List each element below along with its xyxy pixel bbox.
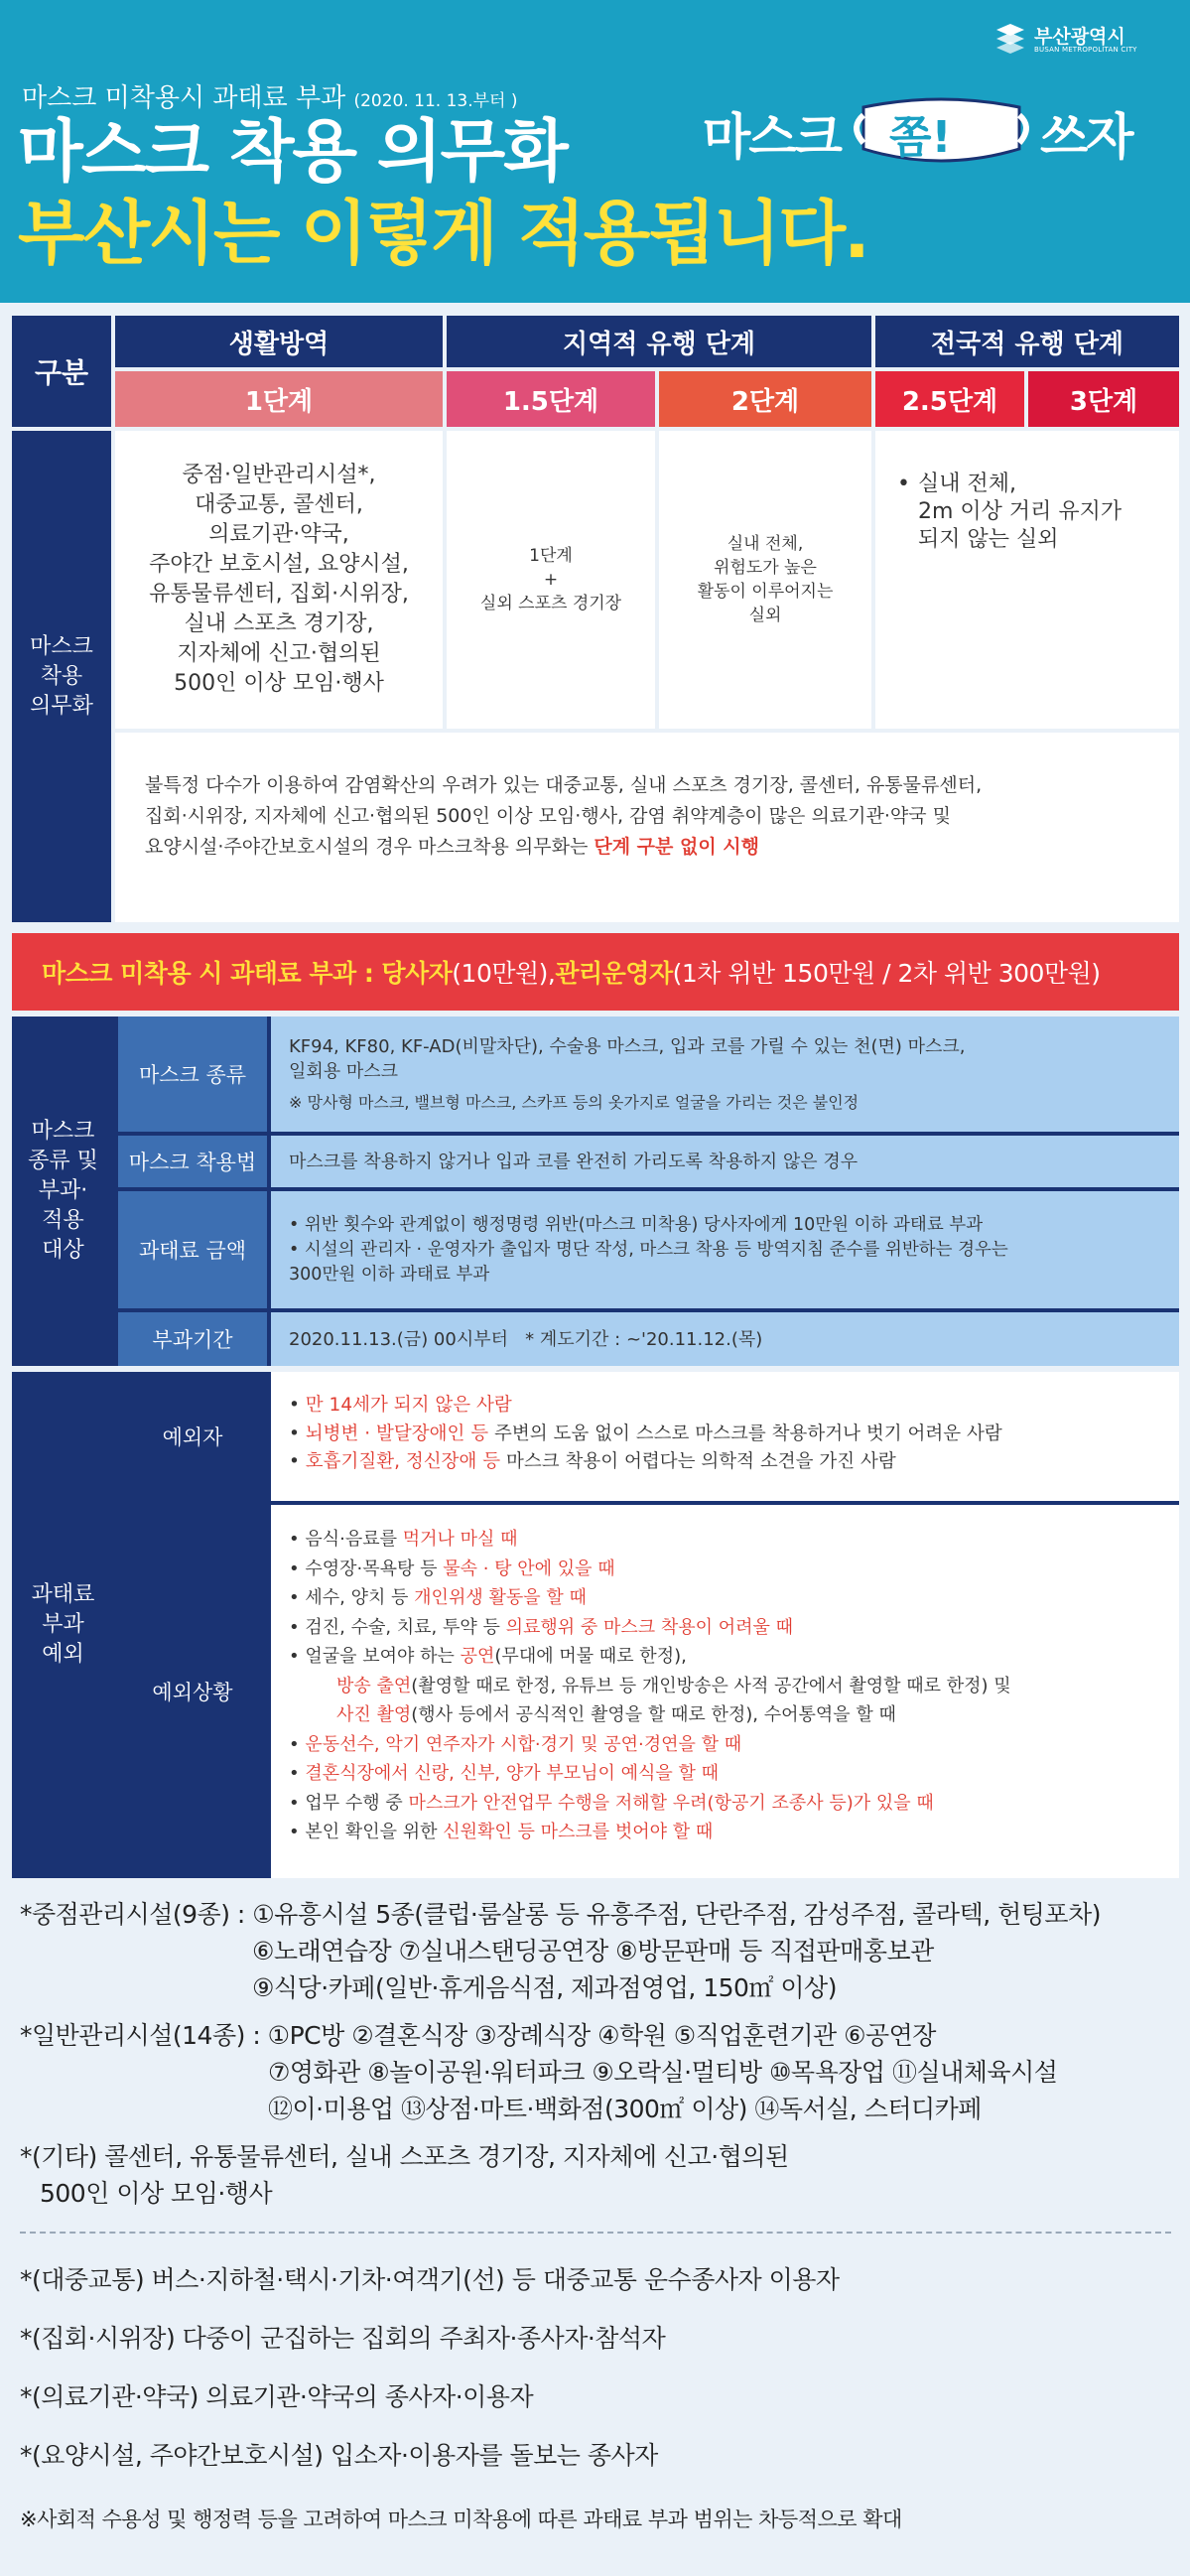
mandate-note-text: 불특정 다수가 이용하여 감염확산의 우려가 있는 대중교통, 실내 스포츠 경기장, 콜센터, 유통물류센터, 집회·시위장, 지자체에 신고·협의된 500인 이상 모임·행사, 감염 취약계층이 많은 의료기관·약국 및 요양시설·주야간보호시설의 경우 마스크착용 의무화는 <box>145 774 983 858</box>
stage2-cell <box>659 431 871 729</box>
situation-post: (촬영할 때로 한정, 유튜브 등 개인방송은 사적 공간에서 촬영할 때로 한정) 및 <box>411 1675 1011 1696</box>
group-header-national: 전국적 유행 단계 <box>875 316 1179 367</box>
stage-3: 3단계 <box>1028 371 1179 427</box>
footnote-line: ⑥노래연습장 ⑦실내스탠딩공연장 ⑧방문판매 등 직접판매홍보관 <box>252 1937 934 1966</box>
stage-2-5: 2.5단계 <box>875 371 1024 427</box>
busan-logo <box>994 20 1168 60</box>
situation-red: 공연 <box>460 1646 495 1667</box>
person-red: 뇌병변 · 발달장애인 등 <box>305 1423 489 1444</box>
exception-situations-label: 예외상황 <box>118 1505 267 1878</box>
fine-amount-text: • 위반 횟수와 관계없이 행정명령 위반(마스크 미착용) 당사자에게 10만원 이하 과태료 부과 • 시설의 관리자 · 운영자가 출입자 명단 작성, 마스크 착용 등 방역지침 준수를 위반하는 경우는 300만원 이하 과태료 부과 <box>289 1214 1008 1285</box>
fine-amount2: (1차 위반 150만원 / 2차 위반 300만원) <box>672 959 1101 988</box>
busan-logo-icon <box>994 22 1028 56</box>
stage1-cell <box>115 431 443 729</box>
person-red: 호흡기질환, 정신장애 등 <box>305 1451 501 1472</box>
dashed-divider <box>20 2232 1171 2234</box>
slogan-right: 쓰자 <box>1040 108 1132 166</box>
closing-note: ※사회적 수용성 및 행정력 등을 고려하여 마스크 미착용에 따른 과태료 부과 범위는 차등적으로 확대 <box>20 2508 902 2531</box>
situation-item: • 검진, 수술, 치료, 투약 등 의료행위 중 마스크 착용이 어려울 때 <box>289 1616 794 1638</box>
situation-item: • 음식·음료를 먹거나 마실 때 <box>289 1529 518 1550</box>
footnote-line: ⑨식당·카페(일반·휴게음식점, 제과점영업, 150㎡ 이상) <box>252 1973 837 2002</box>
mandate-note <box>145 770 1179 863</box>
exception-situations-body <box>271 1505 1179 1878</box>
situation-pre: 본인 확인을 위한 <box>305 1822 444 1842</box>
situation-pre: 음식·음료를 <box>305 1529 403 1550</box>
brand-name-en: BUSAN METROPOLITAN CITY <box>1034 46 1137 54</box>
situation-red: 의료행위 중 마스크 착용이 어려울 때 <box>505 1616 794 1638</box>
brand-name: 부산광역시 <box>1034 26 1125 48</box>
footnote-line: *일반관리시설(14종) : ①PC방 ②결혼식장 ③장례식장 ④학원 ⑤직업훈련기관 ⑥공연장 <box>20 2021 936 2050</box>
footnote-definition: *(의료기관·약국) 의료기관·약국의 종사자·이용자 <box>20 2382 534 2411</box>
situation-red: 신원확인 등 마스크를 벗어야 할 때 <box>443 1822 714 1842</box>
fine-label: 마스크 미착용 시 과태료 부과 : <box>42 959 374 988</box>
stage25-bullet <box>897 471 1179 554</box>
types-row-label-period: 부과기간 <box>118 1312 267 1366</box>
situation-red: 개인위생 활동을 할 때 <box>414 1587 587 1608</box>
situation-red: 방송 출연 <box>336 1675 412 1696</box>
mask-kind-text: KF94, KF80, KF-AD(비말차단), 수술용 마스크, 입과 코를 가릴 수 있는 천(면) 마스크, 일회용 마스크 <box>289 1035 966 1082</box>
fine-party1: 당사자 <box>381 959 453 988</box>
footnote-line: ⑫이·미용업 ⑬상점·마트·백화점(300㎡ 이상) ⑭독서실, 스터디카페 <box>268 2095 982 2123</box>
situation-item: • 본인 확인을 위한 신원확인 등 마스크를 벗어야 할 때 <box>289 1822 714 1842</box>
person-rest: 주변의 도움 없이 스스로 마스크를 착용하거나 벗기 어려운 사람 <box>488 1423 1002 1444</box>
fine-party2: 관리운영자 <box>555 959 673 988</box>
page-title-line2: 부산시는 이렇게 적용됩니다. <box>18 193 868 274</box>
fine-band <box>12 933 1179 1011</box>
types-row-body-amount <box>271 1191 1179 1308</box>
types-row-label-kind: 마스크 종류 <box>118 1017 267 1132</box>
subtitle-text: 마스크 미착용시 과태료 부과 <box>22 83 346 113</box>
situation-item-cont <box>289 1672 1161 1701</box>
stage-1-5: 1.5단계 <box>447 371 655 427</box>
table-corner: 구분 <box>12 316 111 427</box>
situation-item-cont <box>289 1700 1161 1730</box>
exception-persons-label: 예외자 <box>118 1372 267 1501</box>
stage15-cell <box>447 431 655 729</box>
situation-item: • 운동선수, 악기 연주자가 시합·경기 및 공연·경연을 할 때 <box>289 1733 742 1755</box>
situation-pre: 업무 수행 중 <box>305 1792 409 1814</box>
bullet-icon: • <box>897 472 910 496</box>
footnote-line: *중점관리시설(9종) : ①유흥시설 5종(클럽·룸살롱 등 유흥주점, 단란주점, 감성주점, 콜라텍, 헌팅포차) <box>20 1900 1101 1929</box>
situation-red: 마스크가 안전업무 수행을 저해할 우려(항공기 조종사 등)가 있을 때 <box>408 1792 934 1814</box>
situation-item: • 세수, 양치 등 개인위생 활동을 할 때 <box>289 1587 587 1608</box>
situation-post: (무대에 머물 때로 한정), <box>494 1646 687 1667</box>
footnote-key-facilities <box>20 1896 1101 2006</box>
stage1-text: 중점·일반관리시설*, 대중교통, 콜센터, 의료기관·약국, 주야간 보호시설, 요양시설, 유통물류센터, 집회·시위장, 실내 스포츠 경기장, 지자체에 신고·협의된 500인 이상 모임·행사 <box>149 463 409 696</box>
exception-person-item: • 호흡기질환, 정신장애 등 마스크 착용이 어렵다는 의학적 소견을 가진 사람 <box>289 1451 896 1472</box>
exception-persons-body <box>271 1372 1179 1501</box>
footnote-line: 500인 이상 모임·행사 <box>40 2179 273 2208</box>
situation-post: (행사 등에서 공식적인 촬영을 할 때로 한정), 수어통역을 할 때 <box>411 1704 896 1725</box>
mandate-note-highlight: 단계 구분 없이 시행 <box>594 836 760 858</box>
group-header-daily: 생활방역 <box>115 316 443 367</box>
footnote-etc <box>20 2138 789 2212</box>
page-title: 마스크 착용 의무화 <box>18 113 567 192</box>
stage2-text: 실내 전체, 위험도가 높은 활동이 이루어지는 실외 <box>697 534 834 625</box>
fine-amount1: (10만원), <box>452 959 556 988</box>
types-row-body-period <box>271 1312 1179 1366</box>
slogan-left: 마스크 <box>703 108 841 166</box>
header-banner <box>0 0 1190 303</box>
situation-item: • 업무 수행 중 마스크가 안전업무 수행을 저해할 우려(항공기 조종사 등)가 있을 때 <box>289 1792 934 1814</box>
footnote-definition: *(집회·시위장) 다중이 군집하는 집회의 주최자·종사자·참석자 <box>20 2324 666 2353</box>
situation-red: 운동선수, 악기 연주자가 시합·경기 및 공연·경연을 할 때 <box>305 1733 742 1755</box>
footnote-line: ⑦영화관 ⑧놀이공원·워터파크 ⑨오락실·멀티방 ⑩목욕장업 ⑪실내체육시설 <box>268 2058 1058 2087</box>
situation-item: • 얼굴을 보여야 하는 공연(무대에 머물 때로 한정), <box>289 1646 687 1667</box>
header-subtitle <box>22 77 518 114</box>
types-row-body-usage <box>271 1136 1179 1187</box>
types-section-label: 마스크 종류 및 부과· 적용 대상 <box>28 1119 98 1263</box>
footnote-definition: *(요양시설, 주야간보호시설) 입소자·이용자를 돌보는 종사자 <box>20 2441 658 2470</box>
footnote-line: *(기타) 콜센터, 유통물류센터, 실내 스포츠 경기장, 지자체에 신고·협의된 <box>20 2142 789 2171</box>
group-header-regional: 지역적 유행 단계 <box>447 316 871 367</box>
situation-item: • 수영장·목욕탕 등 물속 · 탕 안에 있을 때 <box>289 1558 615 1579</box>
mask-kind-note: ※ 망사형 마스크, 밸브형 마스크, 스카프 등의 옷가지로 얼굴을 가리는 것은 불인정 <box>289 1092 859 1112</box>
slogan-mid: 쫌! <box>889 112 952 163</box>
stage-1: 1단계 <box>115 371 443 427</box>
situation-red: 사진 촬영 <box>336 1704 412 1725</box>
situation-pre: 얼굴을 보여야 하는 <box>305 1646 461 1667</box>
period-text: 2020.11.13.(금) 00시부터 * 계도기간 : ~'20.11.12.(목) <box>289 1328 763 1350</box>
situation-red: 먹거나 마실 때 <box>402 1529 518 1550</box>
row-label-mask-mandate: 마스크 착용 의무화 <box>12 431 111 922</box>
mask-usage-text: 마스크를 착용하지 않거나 입과 코를 완전히 가리도록 착용하지 않은 경우 <box>289 1151 859 1172</box>
subtitle-date: (2020. 11. 13.부터 ) <box>353 91 518 111</box>
stage25-text: 실내 전체, 2m 이상 거리 유지가 되지 않는 실외 <box>917 472 1123 552</box>
exceptions-section-label: 과태료 부과 예외 <box>31 1582 95 1667</box>
stage-2: 2단계 <box>659 371 871 427</box>
exception-person-item: • 뇌병변 · 발달장애인 등 주변의 도움 없이 스스로 마스크를 착용하거나 벗기 어려운 사람 <box>289 1423 1002 1444</box>
situation-pre: 수영장·목욕탕 등 <box>305 1558 444 1579</box>
mandate-note-cell <box>115 733 1179 922</box>
situation-pre: 세수, 양치 등 <box>305 1587 415 1608</box>
footnote-definition: *(대중교통) 버스·지하철·택시·기차·여객기(선) 등 대중교통 운수종사자 이용자 <box>20 2265 840 2294</box>
types-row-label-usage: 마스크 착용법 <box>118 1136 267 1187</box>
types-row-body-kind <box>271 1017 1179 1132</box>
situation-red: 물속 · 탕 안에 있을 때 <box>443 1558 615 1579</box>
situation-item: • 결혼식장에서 신랑, 신부, 양가 부모님이 예식을 할 때 <box>289 1763 719 1784</box>
person-red: 만 14세가 되지 않은 사람 <box>305 1395 512 1416</box>
footnote-general-facilities <box>20 2017 1057 2127</box>
situation-red: 결혼식장에서 신랑, 신부, 양가 부모님이 예식을 할 때 <box>305 1763 719 1784</box>
types-row-label-amount: 과태료 금액 <box>118 1191 267 1308</box>
slogan <box>703 87 1179 177</box>
stage15-text: 1단계 + 실외 스포츠 경기장 <box>479 546 622 613</box>
exception-person-item: • 만 14세가 되지 않은 사람 <box>289 1395 512 1416</box>
situation-pre: 검진, 수술, 치료, 투약 등 <box>305 1616 506 1638</box>
stage25-cell <box>875 431 1179 729</box>
person-rest: 마스크 착용이 어렵다는 의학적 소견을 가진 사람 <box>500 1451 896 1472</box>
